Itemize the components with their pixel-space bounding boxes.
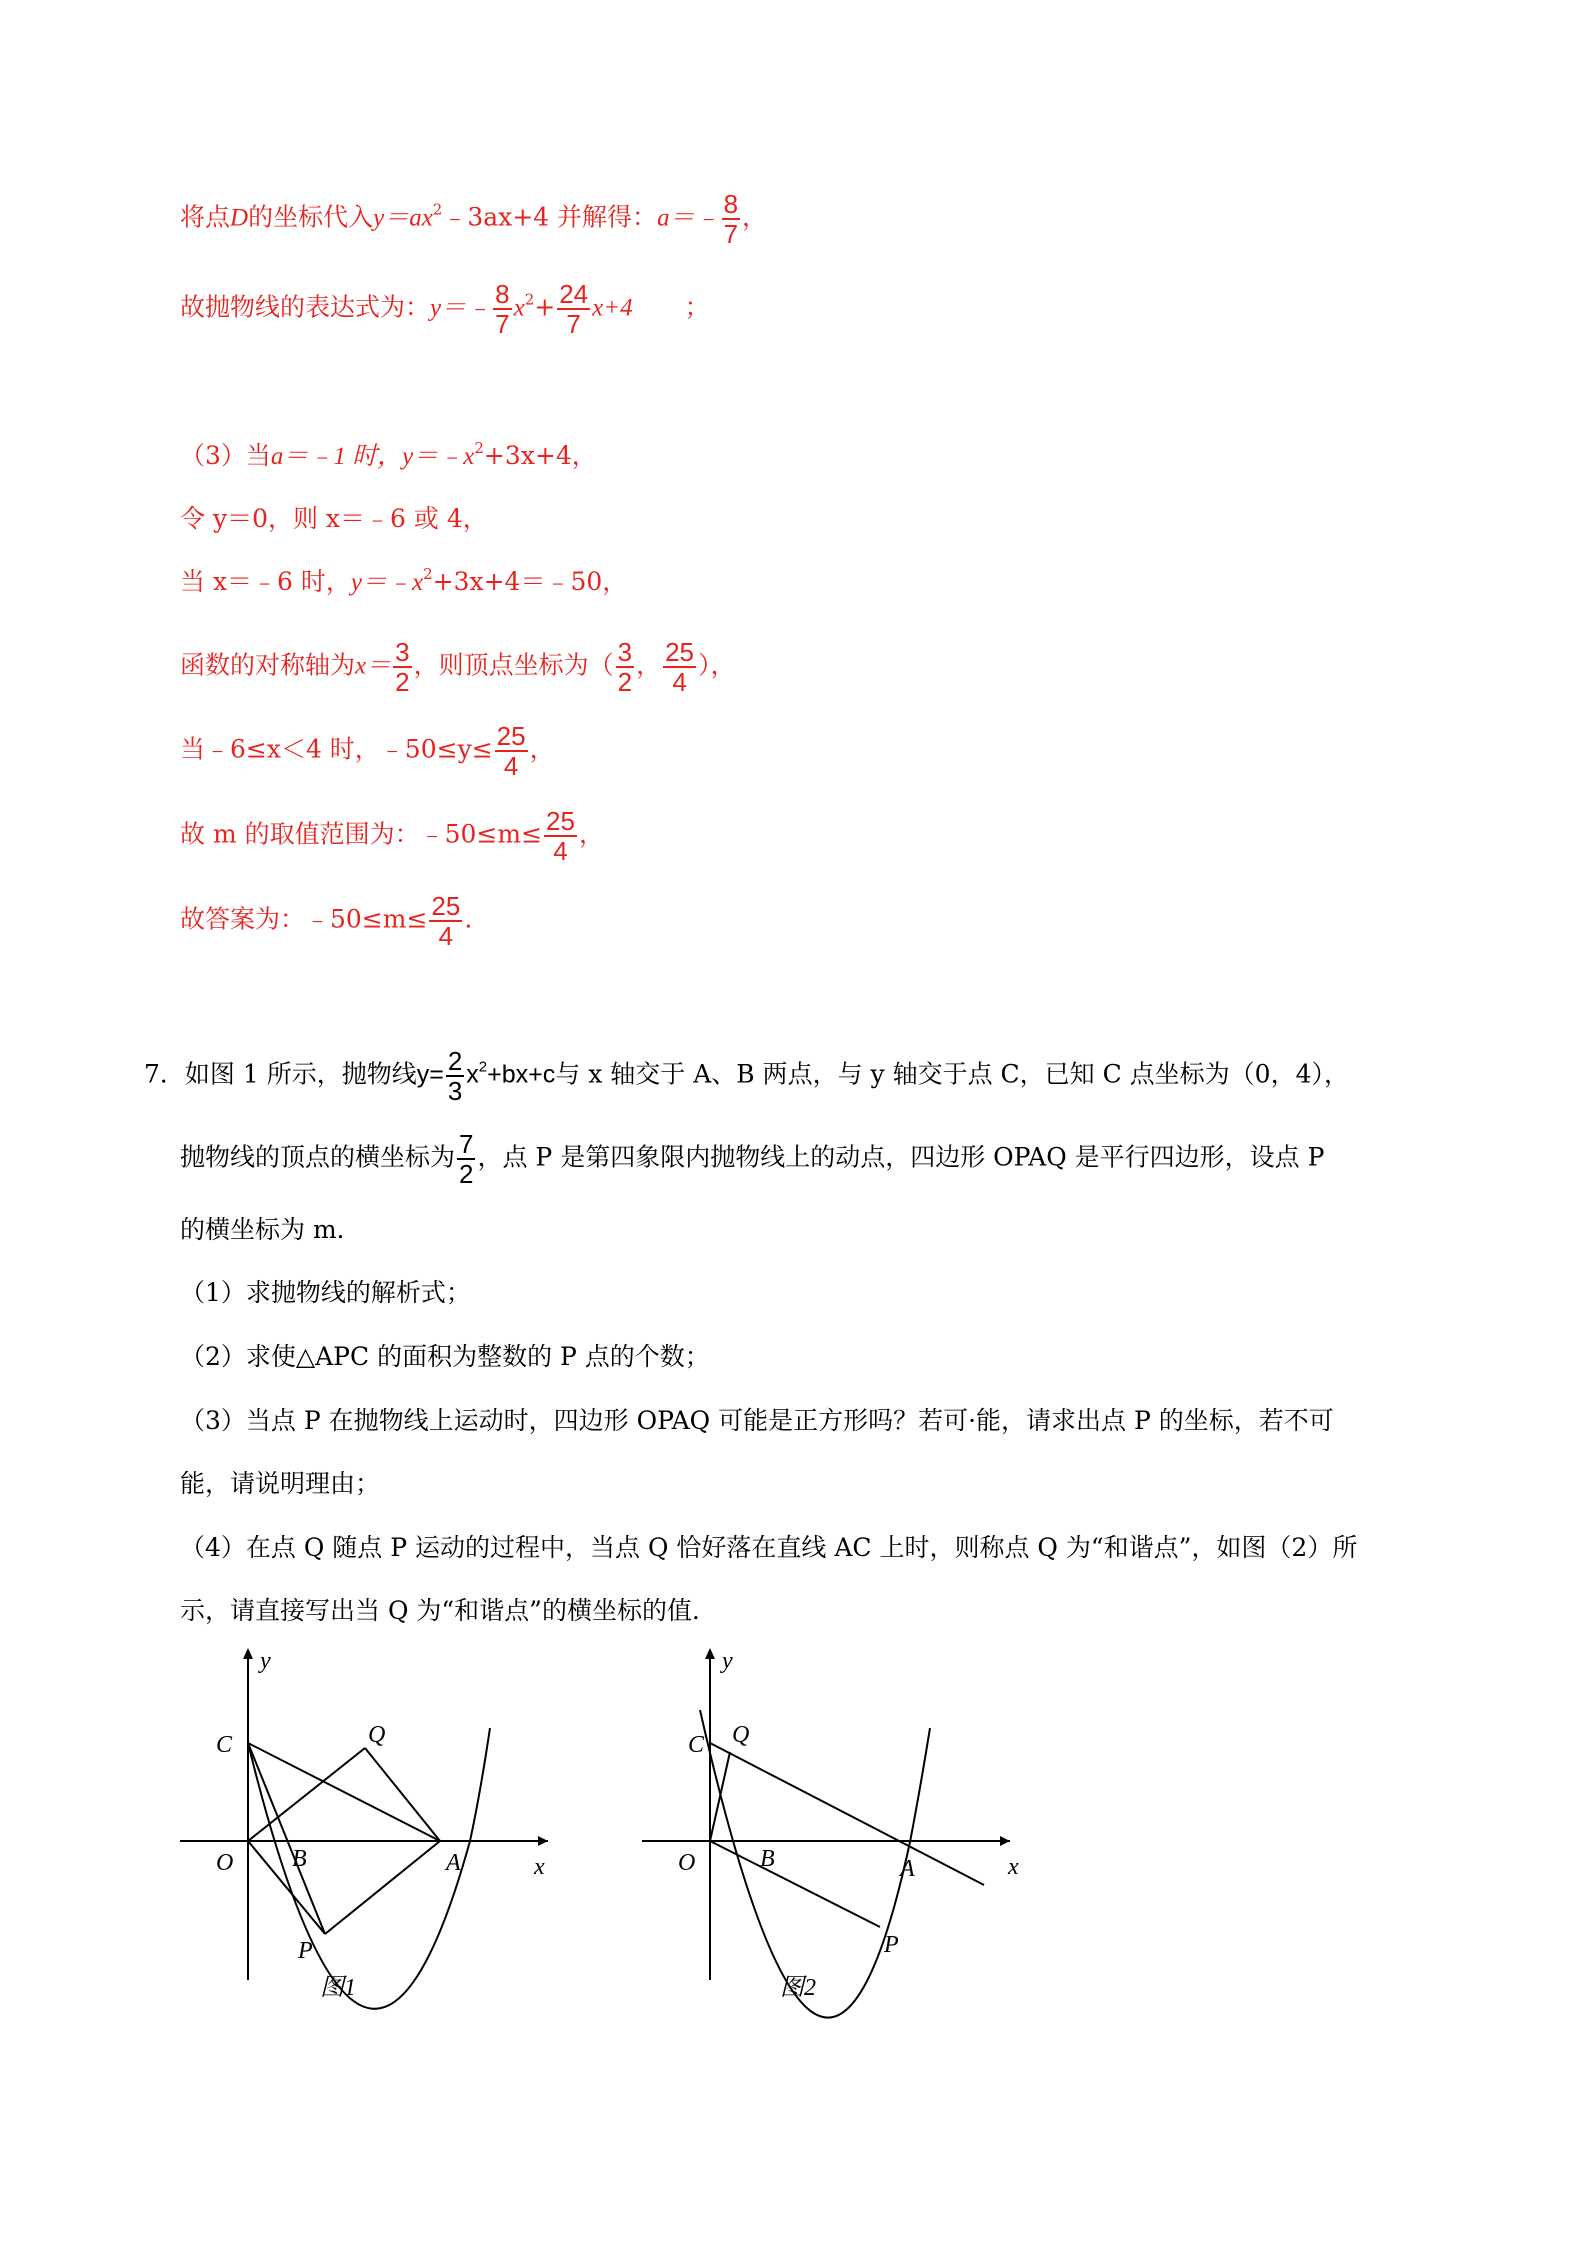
problem-part-3b: 能，请说明理由；: [180, 1469, 381, 1498]
text: ；: [684, 292, 710, 322]
fraction: [544, 807, 577, 865]
text: ﹣3ax+4 并解得：: [442, 202, 658, 232]
text: 函数的对称轴为: [180, 650, 356, 680]
fraction-numerator: 25: [665, 637, 695, 667]
solution-line-9: [180, 892, 472, 950]
label-o: O: [678, 1850, 696, 1876]
text: ，: [742, 202, 768, 232]
text: 2: [478, 1058, 488, 1076]
segment-op: [248, 1841, 325, 1934]
fraction: [393, 638, 411, 696]
problem-part-4b: 示，请直接写出当 Q 为“和谐点”的横坐标的值．: [180, 1596, 717, 1625]
solution-line-6: [180, 638, 736, 696]
solution-line-1: [180, 190, 767, 248]
fraction-denominator: 3: [447, 1076, 463, 1106]
label-a: A: [900, 1856, 915, 1882]
segment-pa: [325, 1841, 440, 1934]
fraction-denominator: 7: [566, 309, 581, 339]
figure-caption: 图2: [780, 1975, 816, 2001]
segment-ca: [248, 1743, 440, 1841]
label-y: y: [722, 1648, 733, 1674]
text: 当 x＝﹣6 时，: [180, 567, 351, 596]
text: （3）当: [180, 441, 271, 470]
text: a＝﹣: [657, 204, 720, 232]
text: a＝﹣1 时，: [270, 443, 403, 470]
text: 2: [474, 439, 484, 457]
label-q: Q: [732, 1722, 750, 1748]
x-axis-arrow: [1000, 1836, 1010, 1846]
fraction: [446, 1047, 464, 1105]
figure-1-diagram: [170, 1640, 570, 2020]
fraction-denominator: 7: [495, 309, 510, 339]
fraction-numerator: 3: [395, 637, 410, 667]
text: x＝: [355, 652, 392, 680]
text: 与 x 轴交于 A、B 两点，与 y 轴交于点 C，已知 C 点坐标为（0，4），: [555, 1059, 1349, 1089]
text: ，: [636, 650, 662, 680]
label-c: C: [688, 1732, 705, 1758]
fraction-denominator: 4: [438, 921, 454, 951]
solution-line-4: 令 y＝0，则 x＝﹣6 或 4，: [180, 504, 488, 533]
problem-line-3: 的横坐标为 m．: [180, 1215, 362, 1244]
fraction-numerator: 24: [559, 279, 589, 309]
text: 2: [524, 290, 535, 309]
text: y=: [416, 1060, 444, 1089]
text: +: [534, 292, 556, 322]
text: 的坐标代入: [248, 202, 374, 232]
figure-2: [632, 1640, 1032, 2024]
x-axis-arrow: [538, 1836, 548, 1846]
text: 2: [423, 565, 433, 583]
figure-1: [170, 1640, 570, 2024]
fraction-numerator: 2: [447, 1046, 463, 1076]
problem-line-1: [144, 1047, 1349, 1105]
fraction-numerator: 25: [496, 721, 526, 751]
fraction: [722, 190, 740, 248]
fraction-numerator: 8: [723, 189, 739, 219]
problem-part-1: （1）求抛物线的解析式；: [180, 1278, 471, 1307]
figure-2-diagram: [632, 1640, 1032, 2020]
text: 当﹣6≤x＜4 时，﹣50≤y≤: [180, 734, 493, 764]
fraction-denominator: 2: [617, 667, 633, 697]
label-x: x: [1008, 1854, 1019, 1880]
fraction: [616, 638, 634, 696]
text: ，: [578, 819, 604, 849]
text: +3x+4＝﹣50，: [432, 567, 628, 596]
text: ，点 P 是第四象限内抛物线上的动点，四边形 OPAQ 是平行四边形，设点 P: [477, 1142, 1325, 1172]
label-o: O: [216, 1850, 234, 1876]
text: ，则顶点坐标为（: [413, 650, 614, 680]
text: 7．如图 1 所示，抛物线: [144, 1059, 417, 1089]
text: ），: [698, 650, 736, 680]
text: ，: [529, 734, 555, 764]
text: x+4: [592, 294, 633, 322]
text: x: [466, 1060, 479, 1089]
label-q: Q: [368, 1722, 386, 1748]
fraction-denominator: 2: [459, 1159, 474, 1189]
fraction-numerator: 7: [459, 1129, 474, 1159]
fraction-denominator: 4: [553, 836, 568, 866]
text: 抛物线的顶点的横坐标为: [180, 1142, 456, 1172]
fraction-numerator: 3: [617, 637, 633, 667]
text: D: [230, 204, 249, 232]
text: 将点: [180, 202, 231, 232]
fraction: [495, 722, 528, 780]
solution-line-7: [180, 722, 555, 780]
segment-qa: [365, 1748, 440, 1841]
problem-line-2: [180, 1130, 1324, 1188]
fraction-denominator: 4: [672, 667, 687, 697]
text: .: [464, 904, 473, 934]
text: y＝﹣x: [350, 569, 424, 596]
y-axis-arrow: [243, 1648, 253, 1659]
fraction: [429, 892, 462, 950]
fraction-denominator: 2: [395, 667, 410, 697]
text: y＝﹣: [430, 294, 492, 322]
label-a: A: [446, 1850, 461, 1876]
text: x: [513, 294, 525, 322]
text: 2: [432, 200, 443, 219]
label-c: C: [216, 1732, 233, 1758]
label-y: y: [260, 1648, 271, 1674]
solution-line-5: [180, 562, 627, 603]
fraction-numerator: 25: [431, 891, 461, 921]
fraction-numerator: 25: [546, 806, 575, 836]
text: 故 m 的取值范围为：﹣50≤m≤: [180, 819, 543, 849]
text: +3x+4，: [483, 441, 597, 470]
fraction: [457, 1130, 475, 1188]
problem-part-4a: （4）在点 Q 随点 P 运动的过程中，当点 Q 恰好落在直线 AC 上时，则称点 Q 为“和谐点”，如图（2）所: [180, 1533, 1358, 1562]
fraction-numerator: 8: [495, 279, 510, 309]
fraction-denominator: 7: [723, 219, 739, 249]
segment-op: [710, 1841, 880, 1927]
problem-part-2: （2）求使△APC 的面积为整数的 P 点的个数；: [180, 1342, 710, 1371]
text: 故答案为：﹣50≤m≤: [180, 904, 428, 934]
segment-cp: [248, 1743, 325, 1934]
label-b: B: [292, 1846, 307, 1872]
fraction-denominator: 4: [503, 751, 519, 781]
text: +bx+c: [487, 1060, 556, 1089]
label-p: P: [298, 1938, 313, 1964]
fraction: [493, 280, 511, 338]
problem-part-3a: （3）当点 P 在抛物线上运动时，四边形 OPAQ 可能是正方形吗？若可·能，请求出点 P 的坐标，若不可: [180, 1406, 1334, 1435]
text: y＝ax: [373, 204, 433, 232]
solution-line-8: [180, 807, 604, 865]
fraction: [557, 280, 590, 338]
line-ac: [710, 1743, 984, 1885]
fraction: [663, 638, 696, 696]
text: 故抛物线的表达式为：: [180, 292, 431, 322]
text: y＝﹣x: [402, 443, 475, 470]
label-p: P: [884, 1932, 899, 1958]
label-x: x: [534, 1854, 545, 1880]
label-b: B: [760, 1846, 775, 1872]
figure-caption: 图1: [320, 1975, 356, 2001]
solution-line-3: [180, 436, 597, 477]
y-axis-arrow: [705, 1648, 715, 1659]
solution-line-2: [180, 280, 710, 338]
